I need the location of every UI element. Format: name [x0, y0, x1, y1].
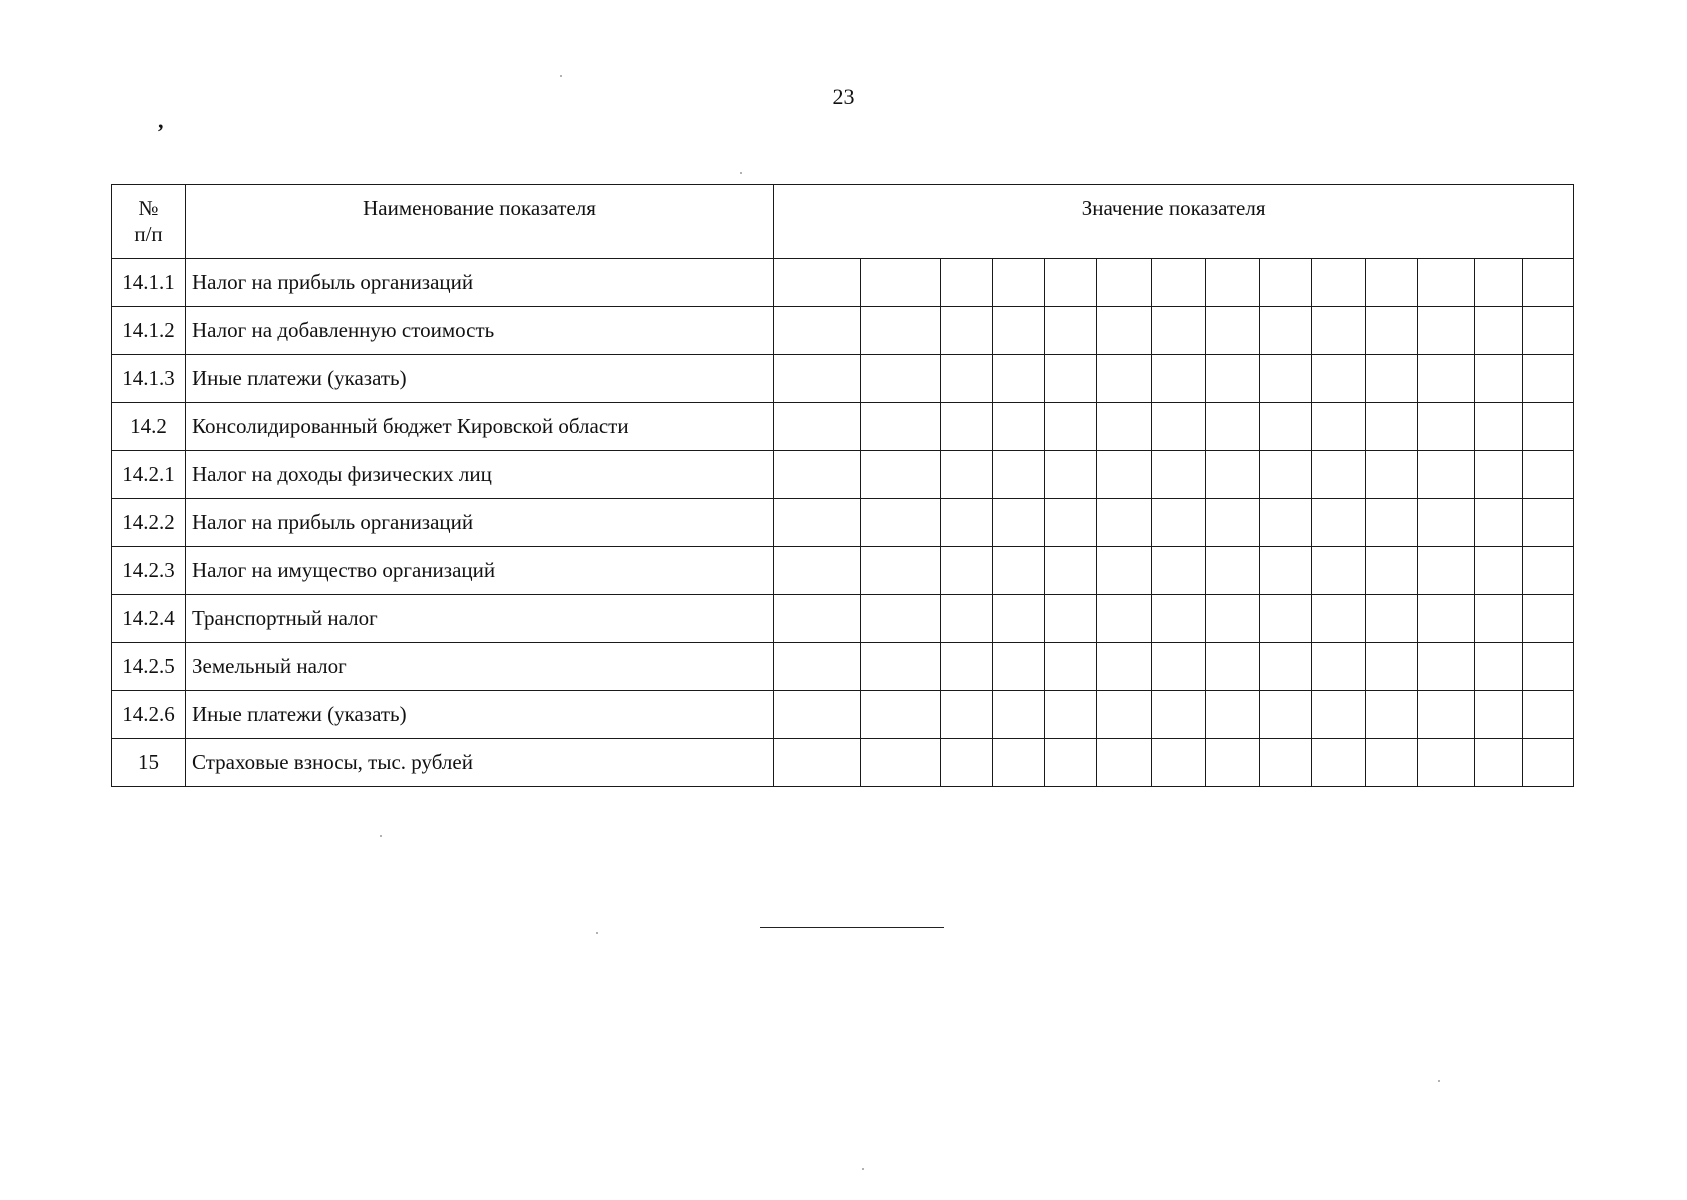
value-cell — [993, 451, 1045, 499]
value-cell — [774, 307, 861, 355]
value-cell — [1097, 499, 1152, 547]
value-cell — [774, 451, 861, 499]
value-cell — [1366, 691, 1418, 739]
value-cell — [941, 451, 993, 499]
stray-mark: , — [158, 108, 164, 133]
value-cell — [1097, 451, 1152, 499]
row-number: 15 — [112, 739, 186, 787]
value-cell — [1045, 307, 1097, 355]
value-cell — [941, 499, 993, 547]
value-cell — [861, 403, 941, 451]
table-row — [112, 355, 1574, 403]
value-cell — [1312, 595, 1366, 643]
row-indicator-name: Налог на прибыль организаций — [186, 499, 774, 547]
value-cell — [1312, 451, 1366, 499]
table-row — [112, 643, 1574, 691]
value-cell — [861, 595, 941, 643]
value-cell — [1260, 643, 1312, 691]
table-row — [112, 499, 1574, 547]
row-indicator-name: Страховые взносы, тыс. рублей — [186, 739, 774, 787]
value-cell — [1206, 739, 1260, 787]
value-cell — [1260, 355, 1312, 403]
footer-rule — [760, 927, 944, 928]
value-cell — [941, 547, 993, 595]
row-indicator-name: Налог на добавленную стоимость — [186, 307, 774, 355]
value-cell — [1097, 259, 1152, 307]
row-number: 14.1.3 — [112, 355, 186, 403]
value-cell — [861, 643, 941, 691]
value-cell — [861, 451, 941, 499]
header-value: Значение показателя — [774, 185, 1574, 259]
scan-speck — [862, 1168, 864, 1170]
value-cell — [1418, 355, 1475, 403]
value-cell — [1475, 355, 1523, 403]
value-cell — [861, 547, 941, 595]
value-cell — [993, 547, 1045, 595]
table-row — [112, 691, 1574, 739]
value-cell — [1045, 355, 1097, 403]
table-header-row — [112, 185, 1574, 259]
value-cell — [1366, 355, 1418, 403]
value-cell — [1045, 691, 1097, 739]
value-cell — [774, 403, 861, 451]
table-row — [112, 451, 1574, 499]
value-cell — [1260, 451, 1312, 499]
value-cell — [1366, 595, 1418, 643]
value-cell — [941, 307, 993, 355]
value-cell — [1418, 595, 1475, 643]
value-cell — [1206, 595, 1260, 643]
value-cell — [861, 307, 941, 355]
value-cell — [1475, 547, 1523, 595]
value-cell — [1366, 547, 1418, 595]
value-cell — [1475, 307, 1523, 355]
value-cell — [1097, 403, 1152, 451]
row-number: 14.2.6 — [112, 691, 186, 739]
value-cell — [1206, 499, 1260, 547]
row-indicator-name: Земельный налог — [186, 643, 774, 691]
value-cell — [1312, 499, 1366, 547]
row-number: 14.2.1 — [112, 451, 186, 499]
scan-speck — [740, 172, 742, 174]
value-cell — [1475, 595, 1523, 643]
value-cell — [1206, 643, 1260, 691]
value-cell — [1475, 739, 1523, 787]
value-cell — [993, 691, 1045, 739]
value-cell — [1418, 451, 1475, 499]
table-row — [112, 307, 1574, 355]
table-row — [112, 595, 1574, 643]
value-cell — [1206, 547, 1260, 595]
value-cell — [1312, 403, 1366, 451]
value-cell — [1475, 451, 1523, 499]
value-cell — [1312, 643, 1366, 691]
value-cell — [1152, 499, 1206, 547]
value-cell — [774, 547, 861, 595]
value-cell — [993, 739, 1045, 787]
value-cell — [1366, 499, 1418, 547]
value-cell — [993, 259, 1045, 307]
header-num-line1: № — [138, 196, 159, 220]
row-number: 14.1.1 — [112, 259, 186, 307]
value-cell — [941, 259, 993, 307]
value-cell — [1097, 547, 1152, 595]
value-cell — [1418, 403, 1475, 451]
table-body — [112, 259, 1574, 787]
value-cell — [1260, 259, 1312, 307]
value-cell — [1475, 259, 1523, 307]
value-cell — [993, 499, 1045, 547]
value-cell — [1206, 691, 1260, 739]
value-cell — [1523, 595, 1574, 643]
table-row — [112, 547, 1574, 595]
page-number: 23 — [832, 84, 855, 109]
value-cell — [1152, 691, 1206, 739]
scan-speck — [560, 75, 562, 77]
value-cell — [1260, 739, 1312, 787]
value-cell — [1475, 643, 1523, 691]
value-cell — [774, 259, 861, 307]
value-cell — [993, 643, 1045, 691]
row-number: 14.2.3 — [112, 547, 186, 595]
value-cell — [774, 691, 861, 739]
value-cell — [1097, 691, 1152, 739]
value-cell — [861, 691, 941, 739]
row-number: 14.2.2 — [112, 499, 186, 547]
value-cell — [1206, 451, 1260, 499]
value-cell — [1312, 739, 1366, 787]
value-cell — [1206, 355, 1260, 403]
value-cell — [1260, 595, 1312, 643]
value-cell — [1523, 499, 1574, 547]
value-cell — [861, 739, 941, 787]
value-cell — [941, 403, 993, 451]
value-cell — [1260, 499, 1312, 547]
value-cell — [1523, 451, 1574, 499]
row-indicator-name: Налог на имущество организаций — [186, 547, 774, 595]
value-cell — [1366, 739, 1418, 787]
row-indicator-name: Налог на доходы физических лиц — [186, 451, 774, 499]
value-cell — [1260, 691, 1312, 739]
value-cell — [1366, 403, 1418, 451]
row-number: 14.2.4 — [112, 595, 186, 643]
value-cell — [1475, 403, 1523, 451]
value-cell — [774, 355, 861, 403]
value-cell — [1366, 259, 1418, 307]
table-row — [112, 403, 1574, 451]
value-cell — [941, 595, 993, 643]
value-cell — [861, 499, 941, 547]
value-cell — [1418, 259, 1475, 307]
row-indicator-name: Иные платежи (указать) — [186, 355, 774, 403]
value-cell — [1206, 307, 1260, 355]
row-indicator-name: Транспортный налог — [186, 595, 774, 643]
value-cell — [1097, 595, 1152, 643]
value-cell — [1312, 259, 1366, 307]
value-cell — [1523, 643, 1574, 691]
value-cell — [941, 643, 993, 691]
value-cell — [993, 307, 1045, 355]
value-cell — [1260, 307, 1312, 355]
value-cell — [1523, 547, 1574, 595]
value-cell — [1152, 307, 1206, 355]
header-num-line2: п/п — [134, 222, 163, 246]
scan-speck — [1438, 1080, 1440, 1082]
value-cell — [941, 691, 993, 739]
value-cell — [1523, 307, 1574, 355]
scan-speck — [380, 835, 382, 837]
table-row — [112, 739, 1574, 787]
value-cell — [941, 739, 993, 787]
value-cell — [1152, 451, 1206, 499]
table-row — [112, 259, 1574, 307]
value-cell — [861, 355, 941, 403]
value-cell — [1523, 739, 1574, 787]
value-cell — [1152, 595, 1206, 643]
value-cell — [1097, 739, 1152, 787]
row-indicator-name: Иные платежи (указать) — [186, 691, 774, 739]
row-number: 14.1.2 — [112, 307, 186, 355]
value-cell — [1312, 547, 1366, 595]
value-cell — [1045, 547, 1097, 595]
scan-speck — [596, 932, 598, 934]
value-cell — [1475, 691, 1523, 739]
row-indicator-name: Консолидированный бюджет Кировской области — [186, 403, 774, 451]
value-cell — [1206, 403, 1260, 451]
value-cell — [1418, 307, 1475, 355]
value-cell — [774, 739, 861, 787]
value-cell — [1152, 547, 1206, 595]
value-cell — [1045, 499, 1097, 547]
value-cell — [941, 355, 993, 403]
value-cell — [774, 643, 861, 691]
value-cell — [1206, 259, 1260, 307]
header-name: Наименование показателя — [186, 185, 774, 259]
value-cell — [1045, 643, 1097, 691]
value-cell — [1418, 691, 1475, 739]
value-cell — [1152, 643, 1206, 691]
value-cell — [1045, 451, 1097, 499]
value-cell — [1260, 403, 1312, 451]
value-cell — [1366, 643, 1418, 691]
value-cell — [1152, 259, 1206, 307]
value-cell — [1418, 643, 1475, 691]
value-cell — [993, 355, 1045, 403]
value-cell — [1045, 595, 1097, 643]
value-cell — [1152, 355, 1206, 403]
row-number: 14.2.5 — [112, 643, 186, 691]
header-num — [112, 185, 186, 259]
value-cell — [1418, 739, 1475, 787]
value-cell — [993, 403, 1045, 451]
value-cell — [1523, 355, 1574, 403]
value-cell — [1312, 307, 1366, 355]
value-cell — [1045, 403, 1097, 451]
row-indicator-name: Налог на прибыль организаций — [186, 259, 774, 307]
value-cell — [1312, 355, 1366, 403]
row-number: 14.2 — [112, 403, 186, 451]
value-cell — [993, 595, 1045, 643]
value-cell — [1366, 451, 1418, 499]
value-cell — [1097, 643, 1152, 691]
indicators-table — [111, 184, 1574, 787]
value-cell — [1523, 259, 1574, 307]
value-cell — [1260, 547, 1312, 595]
value-cell — [1097, 307, 1152, 355]
value-cell — [1523, 403, 1574, 451]
value-cell — [774, 499, 861, 547]
value-cell — [1366, 307, 1418, 355]
value-cell — [1045, 739, 1097, 787]
value-cell — [1418, 499, 1475, 547]
value-cell — [1152, 739, 1206, 787]
value-cell — [861, 259, 941, 307]
value-cell — [1523, 691, 1574, 739]
value-cell — [1152, 403, 1206, 451]
value-cell — [1097, 355, 1152, 403]
value-cell — [1045, 259, 1097, 307]
value-cell — [1312, 691, 1366, 739]
value-cell — [1475, 499, 1523, 547]
value-cell — [1418, 547, 1475, 595]
value-cell — [774, 595, 861, 643]
